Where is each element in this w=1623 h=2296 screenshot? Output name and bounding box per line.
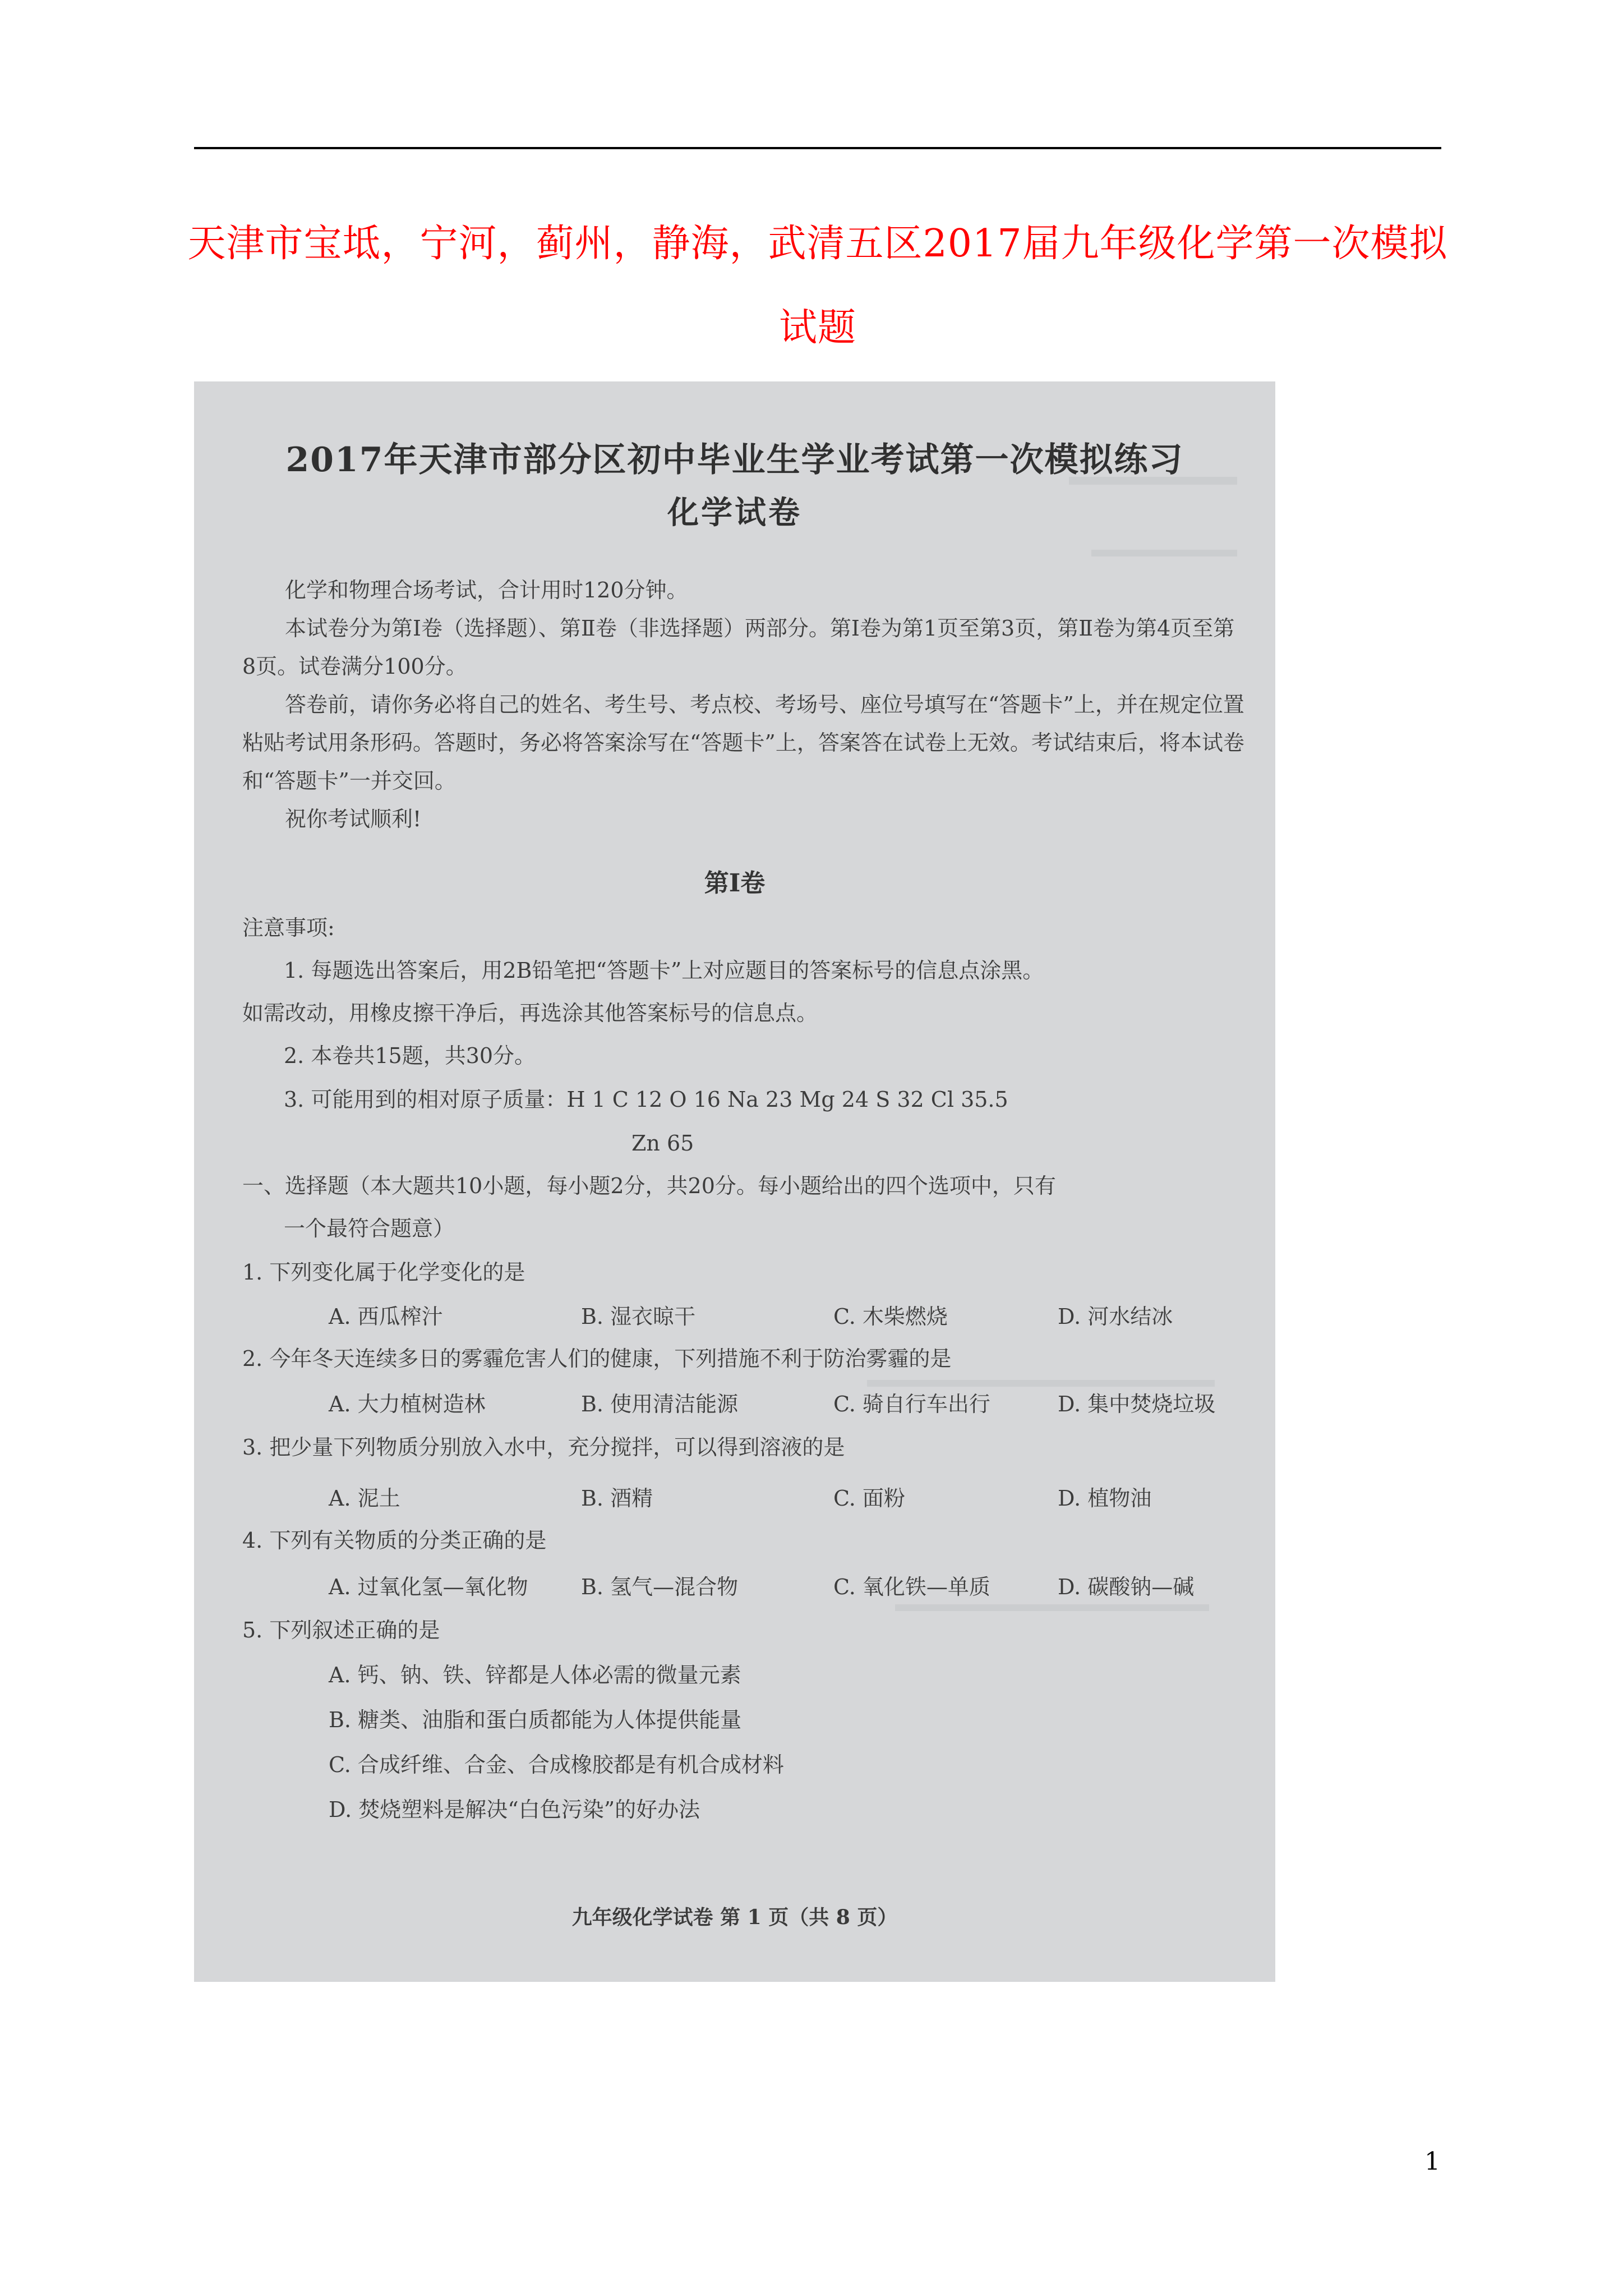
intro-paragraph: 祝你考试顺利! [285, 807, 422, 831]
notes-heading: 注意事项: [242, 915, 335, 940]
option: D. 焚烧塑料是解决“白色污染”的好办法 [329, 1797, 700, 1822]
question-stem: 4. 下列有关物质的分类正确的是 [242, 1528, 547, 1553]
exam-subtitle: 化学试卷 [667, 494, 802, 531]
option: A. 西瓜榨汁 [329, 1304, 443, 1329]
option: B. 使用清洁能源 [581, 1392, 739, 1416]
option: B. 糖类、油脂和蛋白质都能为人体提供能量 [329, 1708, 742, 1732]
option: D. 植物油 [1058, 1486, 1152, 1511]
option: B. 酒精 [581, 1486, 653, 1511]
question-options [329, 1299, 1237, 1333]
bleed-through-mark [1091, 550, 1237, 556]
option: A. 大力植树造林 [329, 1392, 486, 1416]
question-stem: 2. 今年冬天连续多日的雾霾危害人们的健康，下列措施不利于防治雾霾的是 [242, 1346, 952, 1371]
option: A. 泥土 [329, 1486, 400, 1511]
option: A. 过氧化氢—氧化物 [329, 1575, 528, 1599]
part-one-heading: 一个最符合题意） [284, 1216, 455, 1241]
option: D. 碳酸钠—碱 [1058, 1575, 1195, 1599]
document-title [168, 202, 1467, 370]
option: C. 木柴燃烧 [833, 1304, 948, 1329]
bleed-through-mark [895, 1604, 1209, 1611]
note-item: 2. 本卷共15题，共30分。 [284, 1043, 536, 1068]
scanned-exam-page [194, 381, 1275, 1982]
option: C. 氧化铁—单质 [833, 1575, 990, 1599]
section-heading: 第Ⅰ卷 [704, 869, 766, 898]
note-item: Zn 65 [631, 1131, 694, 1156]
question-stem: 3. 把少量下列物质分别放入水中，充分搅拌，可以得到溶液的是 [242, 1435, 845, 1460]
page-number: 1 [1424, 2147, 1440, 2176]
question-stem: 1. 下列变化属于化学变化的是 [242, 1260, 525, 1285]
note-item: 如需改动，用橡皮擦干净后，再选涂其他答案标号的信息点。 [242, 1001, 818, 1025]
intro-paragraph: 本试卷分为第Ⅰ卷（选择题）、第Ⅱ卷（非选择题）两部分。第Ⅰ卷为第1页至第3页，第Ⅱ卷为第4页至第8页。试卷满分100分。 [242, 616, 1235, 679]
exam-title: 2017年天津市部分区初中毕业生学业考试第一次模拟练习 [285, 440, 1184, 480]
intro-paragraph: 化学和物理合场考试，合计用时120分钟。 [285, 578, 688, 602]
option: C. 骑自行车出行 [833, 1392, 990, 1416]
question-options [329, 1387, 1237, 1420]
option: C. 面粉 [833, 1486, 905, 1511]
header-rule [194, 147, 1441, 149]
option: B. 湿衣晾干 [581, 1304, 696, 1329]
option: D. 河水结冰 [1058, 1304, 1173, 1329]
question-stem: 5. 下列叙述正确的是 [242, 1618, 440, 1642]
document-title-line1: 天津市宝坻，宁河，蓟州，静海，武清五区2017届九年级化学第一次模拟 [187, 222, 1448, 266]
bleed-through-mark [867, 1380, 1215, 1387]
question-options [329, 1481, 1237, 1515]
option: C. 合成纤维、合金、合成橡胶都是有机合成材料 [329, 1752, 784, 1777]
part-one-heading: 一、选择题（本大题共10小题，每小题2分，共20分。每小题给出的四个选项中，只有 [242, 1174, 1056, 1198]
option: D. 集中焚烧垃圾 [1058, 1392, 1216, 1416]
note-item: 3. 可能用到的相对原子质量：H 1 C 12 O 16 Na 23 Mg 24 S 32 Cl 35.5 [284, 1087, 1008, 1112]
question-options [329, 1570, 1237, 1603]
note-item: 1. 每题选出答案后，用2B铅笔把“答题卡”上对应题目的答案标号的信息点涂黑。 [284, 958, 1044, 983]
scan-page-footer: 九年级化学试卷 第 1 页（共 8 页） [571, 1906, 898, 1929]
option: B. 氢气—混合物 [581, 1575, 739, 1599]
intro-paragraph: 答卷前，请你务必将自己的姓名、考生号、考点校、考场号、座位号填写在“答题卡”上，并在规定位置粘贴考试用条形码。答题时，务必将答案涂写在“答题卡”上，答案答在试卷上无效。考试结束后，将本试卷和“答题卡”一并交回。 [242, 692, 1244, 793]
document-title-line2: 试题 [778, 306, 856, 350]
option: A. 钙、钠、铁、锌都是人体必需的微量元素 [329, 1663, 741, 1687]
